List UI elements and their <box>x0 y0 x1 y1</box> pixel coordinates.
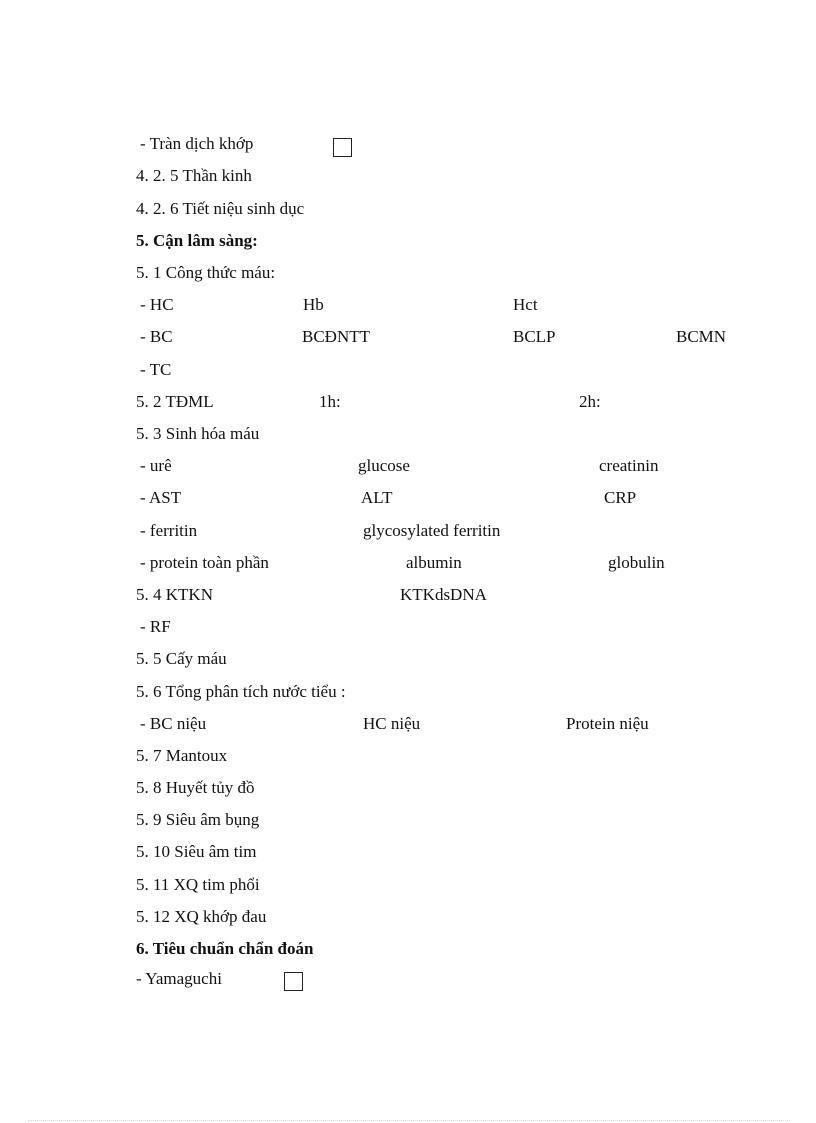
hct-label: Hct <box>513 295 538 314</box>
xq-khop-dau-heading: 5. 12 XQ khớp đau <box>136 907 267 926</box>
globulin-label: globulin <box>608 553 665 572</box>
hc-nieu-label: HC niệu <box>363 714 421 733</box>
bc-label: - BC <box>140 327 173 346</box>
mantoux-heading: 5. 7 Mantoux <box>136 746 228 765</box>
tdml-1h-label: 1h: <box>319 392 341 411</box>
page-bottom-rule <box>28 1120 790 1121</box>
ast-label: - AST <box>140 488 182 507</box>
bcmn-label: BCMN <box>676 327 727 346</box>
yamaguchi-label: - Yamaguchi <box>136 969 222 988</box>
tiet-nieu-heading: 4. 2. 6 Tiết niệu sinh dục <box>136 199 305 218</box>
huyet-tuy-do-heading: 5. 8 Huyết tủy đồ <box>136 778 255 797</box>
hc-label: - HC <box>140 295 174 314</box>
can-lam-sang-heading: 5. Cận lâm sàng: <box>136 231 258 250</box>
protein-nieu-label: Protein niệu <box>566 714 649 733</box>
ktkn-heading: 5. 4 KTKN <box>136 585 213 604</box>
ure-label: - urê <box>140 456 172 475</box>
bcdntt-label: BCĐNTT <box>302 327 370 346</box>
albumin-label: albumin <box>406 553 462 572</box>
bc-nieu-label: - BC niệu <box>140 714 207 733</box>
protein-toan-phan-label: - protein toàn phần <box>140 553 269 572</box>
tc-label: - TC <box>140 360 172 379</box>
glycosylated-ferritin-label: glycosylated ferritin <box>363 521 501 540</box>
ferritin-label: - ferritin <box>140 521 198 540</box>
xq-tim-phoi-heading: 5. 11 XQ tim phổi <box>136 875 260 894</box>
tran-dich-khop-checkbox[interactable] <box>333 138 352 157</box>
ktkdsdna-label: KTKdsDNA <box>400 585 487 604</box>
creatinin-label: creatinin <box>599 456 659 475</box>
sieu-am-bung-heading: 5. 9 Siêu âm bụng <box>136 810 260 829</box>
yamaguchi-checkbox[interactable] <box>284 972 303 991</box>
glucose-label: glucose <box>358 456 410 475</box>
sieu-am-tim-heading: 5. 10 Siêu âm tim <box>136 842 257 861</box>
crp-label: CRP <box>604 488 637 507</box>
cay-mau-heading: 5. 5 Cấy máu <box>136 649 227 668</box>
hb-label: Hb <box>303 295 324 314</box>
than-kinh-heading: 4. 2. 5 Thần kinh <box>136 166 252 185</box>
sinh-hoa-mau-heading: 5. 3 Sinh hóa máu <box>136 424 260 443</box>
tdml-heading: 5. 2 TĐML <box>136 392 214 411</box>
tieu-chuan-heading: 6. Tiêu chuẩn chẩn đoán <box>136 939 314 958</box>
tdml-2h-label: 2h: <box>579 392 601 411</box>
alt-label: ALT <box>361 488 393 507</box>
cong-thuc-mau-heading: 5. 1 Công thức máu: <box>136 263 276 282</box>
bclp-label: BCLP <box>513 327 556 346</box>
tong-phan-tich-heading: 5. 6 Tổng phân tích nước tiểu : <box>136 682 346 701</box>
rf-label: - RF <box>140 617 171 636</box>
tran-dich-khop-label: - Tràn dịch khớp <box>140 134 254 153</box>
